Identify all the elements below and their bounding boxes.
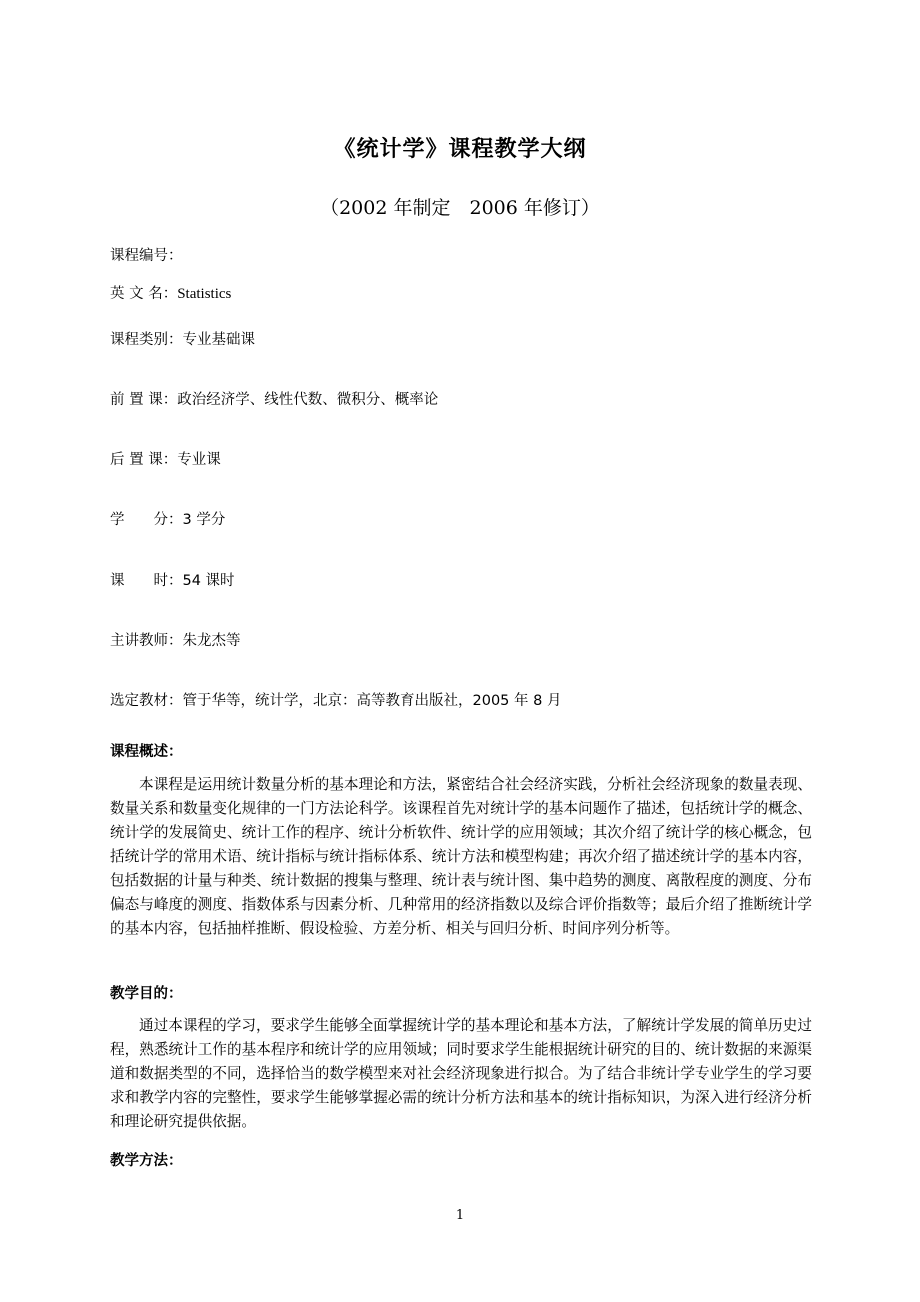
field-value: 朱龙杰等	[182, 633, 241, 649]
field-textbook	[110, 689, 561, 710]
field-value: 管于华等，统计学，北京：高等教育出版社，2005 年 8 月	[182, 693, 562, 709]
document-subtitle: （2002 年制定 2006 年修订）	[320, 197, 600, 219]
field-course-category	[110, 328, 255, 349]
field-label: 课程编号：	[110, 248, 183, 264]
page-number: 1	[455, 1208, 465, 1223]
section-heading-overview: 课程概述：	[110, 744, 183, 760]
field-label: 后 置 课：	[110, 452, 178, 468]
field-label: 课程类别：	[110, 332, 183, 348]
field-label: 课 时：	[110, 573, 183, 589]
field-label: 选定教材：	[110, 693, 183, 709]
field-value: 专业基础课	[182, 332, 255, 348]
field-value: 政治经济学、线性代数、微积分、概率论	[177, 392, 439, 408]
field-label: 主讲教师：	[110, 633, 183, 649]
field-prerequisites	[110, 388, 438, 409]
section-body-overview: 本课程是运用统计数量分析的基本理论和方法，紧密结合社会经济实践，分析社会经济现象的数量表现、数量关系和数量变化规律的一门方法论科学。该课程首先对统计学的基本问题作了描述，包括统计学的概念、统计学的发展简史、统计工作的程序、统计分析软件、统计学的应用领域；其次介绍了统计学的核心概念，包括统计学的常用术语、统计指标与统计指标体系、统计方法和模型构建；再次介绍了描述统计学的基本内容，包括数据的计量与种类、统计数据的搜集与整理、统计表与统计图、集中趋势的测度、离散程度的测度、分布偏态与峰度的测度、指数体系与因素分析、几种常用的经济指数以及综合评价指数等；最后介绍了推断统计学的基本内容，包括抽样推断、假设检验、方差分析、相关与回归分析、时间序列分析等。	[110, 776, 812, 937]
field-value: Statistics	[177, 286, 232, 302]
document-title: 《统计学》课程教学大纲	[333, 137, 587, 162]
field-label: 前 置 课：	[110, 392, 178, 408]
field-course-code	[110, 244, 183, 265]
section-heading-methods: 教学方法：	[110, 1153, 183, 1169]
field-label: 英 文 名：	[110, 286, 178, 302]
section-heading-objectives: 教学目的：	[110, 986, 183, 1002]
field-english-name	[110, 282, 231, 303]
field-label: 学 分：	[110, 512, 183, 528]
field-follow-up-courses	[110, 448, 221, 469]
field-class-hours	[110, 569, 235, 590]
section-body-objectives: 通过本课程的学习，要求学生能够全面掌握统计学的基本理论和基本方法，了解统计学发展的简单历史过程，熟悉统计工作的基本程序和统计学的应用领域；同时要求学生能根据统计研究的目的、统计数据的来源渠道和数据类型的不同，选择恰当的数学模型来对社会经济现象进行拟合。为了结合非统计学专业学生的学习要求和教学内容的完整性，要求学生能够掌握必需的统计分析方法和基本的统计指标知识，为深入进行经济分析和理论研究提供依据。	[110, 1017, 812, 1130]
field-value: 54 课时	[182, 573, 235, 589]
field-lecturer	[110, 629, 241, 650]
field-credits	[110, 508, 225, 529]
field-value: 3 学分	[182, 512, 226, 528]
field-value: 专业课	[177, 452, 221, 468]
